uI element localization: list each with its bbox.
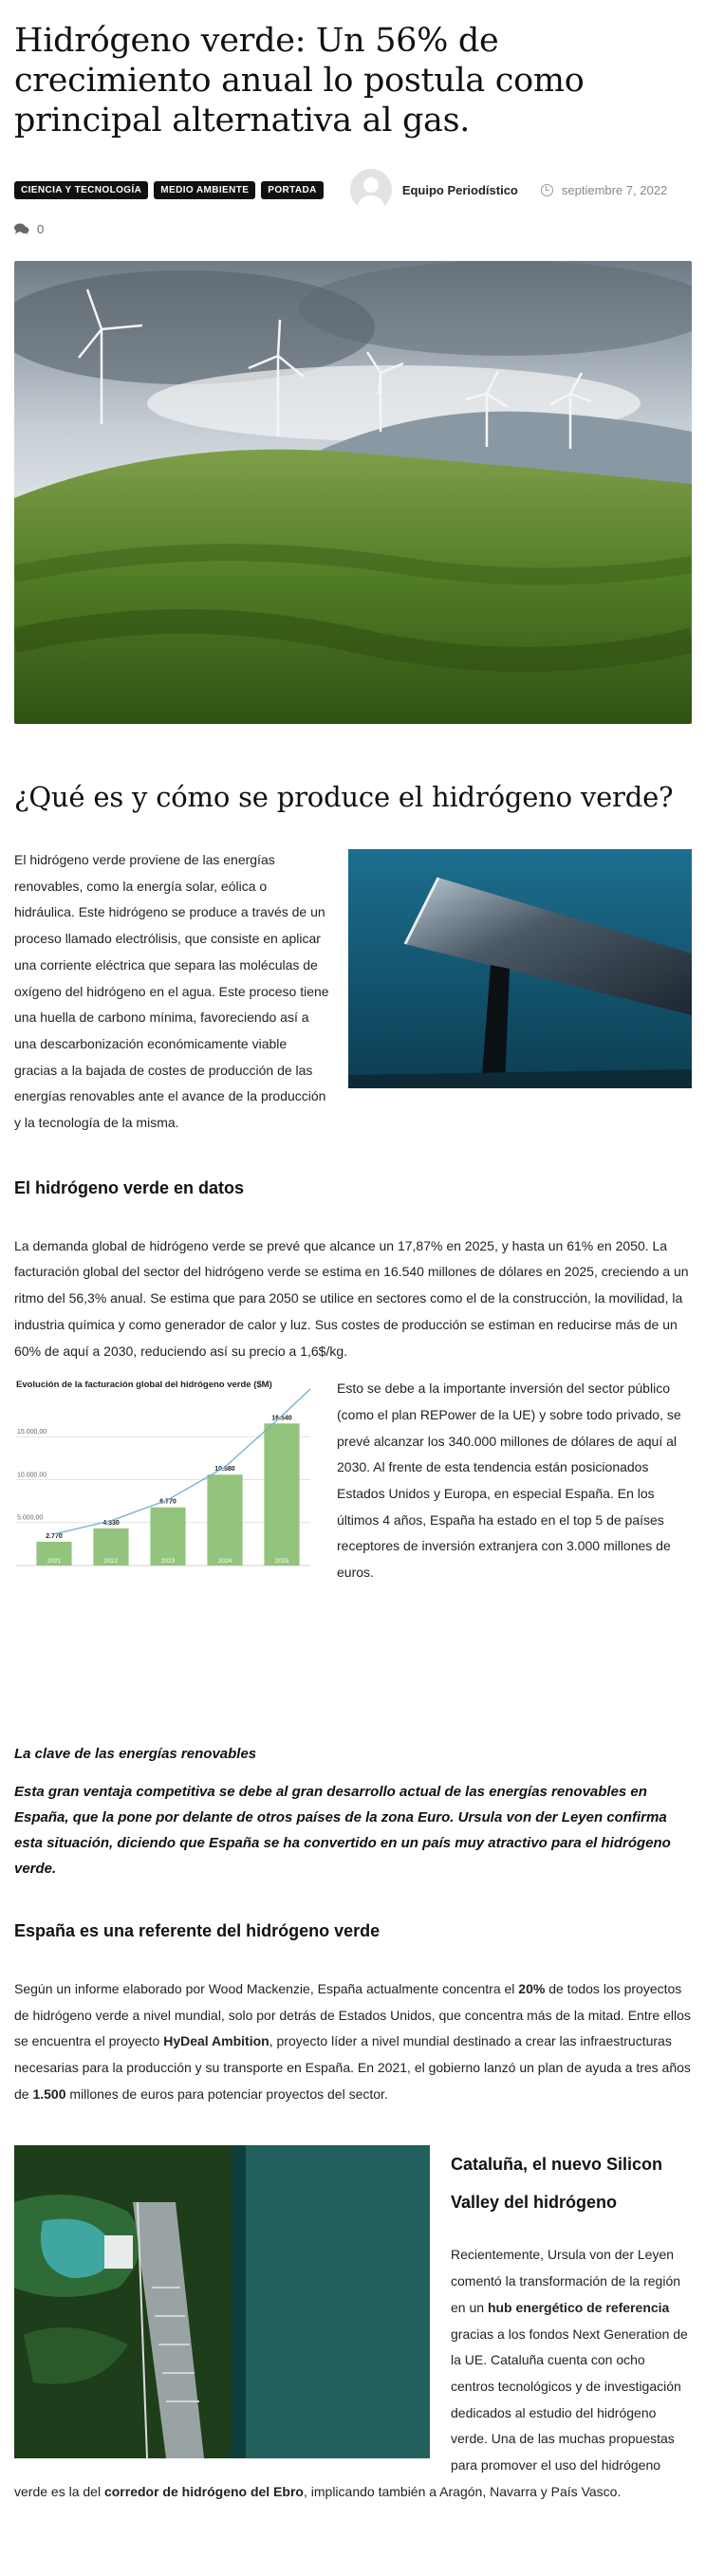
highlight-20: 20% xyxy=(518,1980,546,1996)
author[interactable] xyxy=(350,169,518,211)
section-heading-cataluna: Cataluña, el nuevo Silicon Valley del hidrógeno xyxy=(451,2155,663,2213)
section-heading-que-es: ¿Qué es y cómo se produce el hidrógeno verde? xyxy=(14,781,674,813)
highlight-hydeal: HyDeal Ambition xyxy=(163,2033,269,2049)
chart-xtick-label: 2021 xyxy=(46,1558,62,1566)
paragraph-datos-1: La demanda global de hidrógeno verde se prevé que alcance un 17,87% en 2025, y hasta un 61% en 2050. La facturación global del sector del hidrógeno verde se estima en 16.540 millones de dólares en 2025, creciendo a un ritmo del 56,3% anual. Se estima que para 2050 se utilice en sectores como el de la construcción, la movilidad, la industria química y como generador de calor y luz. Sus costes de producción se estiman en reducirse más de un 60% de aquí a 2030, reduciendo así su precio a 1,6$/kg. xyxy=(14,1237,689,1359)
article-title: Hidrógeno verde: Un 56% de crecimiento anual lo postula como principal alternativa al gas. xyxy=(14,22,585,139)
chart-data-label: 16.540 xyxy=(271,1415,292,1422)
section-cataluna xyxy=(14,2145,692,2505)
post-date xyxy=(541,183,667,197)
quote-block xyxy=(14,1743,692,1881)
quote-title: La clave de las energías renovables xyxy=(14,1745,257,1762)
author-name[interactable]: Equipo Periodístico xyxy=(401,182,518,197)
paragraph-datos-2: Esto se debe a la importante inversión del sector público (como el plan REPower de la UE) y sobre todo privado, se prevé alcanzar los 340.000 millones de dólares de aquí al 2030. Al frente de esta tendencia están posicionados Estados Unidos y Europa, en especial España. En los últimos 4 años, España ha estado en el top 5 de países receptores de inversión extranjera con 3.000 millones de euros. xyxy=(337,1381,681,1581)
chart-data-label: 4.330 xyxy=(102,1520,120,1528)
tag-ciencia[interactable]: CIENCIA Y TECNOLOGÍA xyxy=(14,181,148,199)
section-que-es xyxy=(14,847,692,1137)
chart-xtick-label: 2025 xyxy=(274,1558,289,1566)
chart-xtick-label: 2022 xyxy=(103,1558,119,1566)
chart-data-label: 6.770 xyxy=(159,1498,176,1506)
chart-ytick-label: 5.000,00 xyxy=(17,1514,44,1522)
chart-ytick-label: 15.000,00 xyxy=(17,1429,47,1436)
highlight-hub: hub energético de referencia xyxy=(487,2299,670,2315)
tag-portada[interactable]: PORTADA xyxy=(261,181,324,199)
hero-image-wind-turbines xyxy=(14,261,692,724)
revenue-chart xyxy=(14,1376,316,1577)
section-heading-datos: El hidrógeno verde en datos xyxy=(14,1177,245,1197)
comments-icon xyxy=(14,223,29,235)
chart-bar xyxy=(207,1474,242,1566)
chart-data-label: 10.580 xyxy=(214,1466,235,1473)
section-datos-chart xyxy=(14,1376,692,1586)
solar-panel-image xyxy=(348,849,692,1088)
comments-number: 0 xyxy=(37,222,45,236)
chart-bar xyxy=(150,1508,185,1566)
highlight-1500: 1.500 xyxy=(32,2085,66,2102)
section-heading-espana: España es una referente del hidrógeno verde xyxy=(14,1920,381,1940)
chart-data-label: 2.770 xyxy=(46,1533,63,1541)
chart-title: Evolución de la facturación global del hidrógeno verde ($M) xyxy=(16,1380,272,1391)
quote-text: Esta gran ventaja competitiva se debe al gran desarrollo actual de las energías renovables en España, que la pone por delante de otros países de la zona Euro. Ursula von der Leyen confirma esta situación, diciendo que España se ha convertido en un país muy atractivo para el hidrógeno verde. xyxy=(14,1783,671,1877)
paragraph-que-es: El hidrógeno verde proviene de las energías renovables, como la energía solar, eólica o hidráulica. Este hidrógeno se produce a través de un proceso llamado electrólisis, que consiste en aplicar una corriente eléctrica que separa las moléculas de oxígeno del hidrógeno en el agua. Este proceso tiene una huella de carbono mínima, favoreciendo así a una descarbonización económicamente viable gracias a la bajada de costes de producción de las energías renovables ante el avance de la producción y la tecnología de la misma. xyxy=(14,852,329,1131)
clock-icon xyxy=(541,184,553,196)
article-meta xyxy=(14,169,692,211)
comments-count[interactable] xyxy=(14,222,692,236)
date-text: septiembre 7, 2022 xyxy=(561,182,668,197)
dam-aerial-image xyxy=(14,2145,430,2458)
chart-xtick-label: 2023 xyxy=(160,1558,176,1566)
highlight-corredor: corredor de hidrógeno del Ebro xyxy=(103,2483,304,2499)
paragraph-espana: Según un informe elaborado por Wood Mackenzie, España actualmente concentra el 20% de todos los proyectos de hidrógeno verde a nivel mundial, solo por detrás de Estados Unidos, que concentra más de la mitad. Entre ellos se encuentra el proyecto HyDeal Ambition, proyecto líder a nivel mundial destinado a crear las infraestructuras necesarias para la producción y su transporte en España. En 2021, el gobierno lanzó un plan de ayuda a tres años de 1.500 millones de euros para potenciar proyectos del sector. xyxy=(14,1980,691,2102)
chart-bar xyxy=(264,1424,299,1566)
chart-xtick-label: 2024 xyxy=(217,1558,232,1566)
paragraph-cataluna: Recientemente, Ursula von der Leyen comentó la transformación de la región en un hub energético de referencia gracias a los fondos Next Generation de la UE. Cataluña cuenta con ocho centros tecnológicos y de investigación dedicados al estudio del hidrógeno verde. Una de las muchas propuestas para promover el uso del hidrógeno verde es la del corredor de hidrógeno del Ebro, implicando también a Aragón, Navarra y País Vasco. xyxy=(14,2247,688,2499)
avatar xyxy=(350,169,392,211)
revenue-chart-svg xyxy=(14,1376,316,1577)
chart-ytick-label: 10.000,00 xyxy=(17,1472,47,1479)
tag-medio-ambiente[interactable]: MEDIO AMBIENTE xyxy=(154,181,255,199)
